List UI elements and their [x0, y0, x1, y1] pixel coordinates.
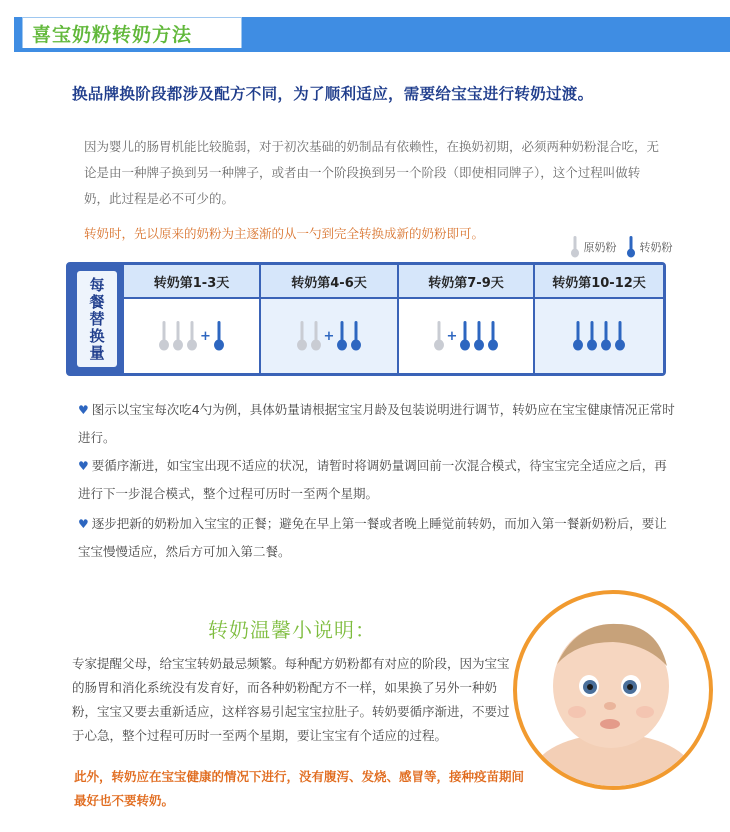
table-side-label	[69, 265, 122, 373]
old-spoon-icon	[186, 321, 198, 351]
schedule-column-2	[259, 265, 397, 373]
column-header: 转奶第4-6天	[261, 265, 397, 299]
spoon-group	[399, 299, 533, 373]
side-label-text: 每餐替换量	[87, 276, 106, 362]
bullet-item: ♥ 要循序渐进，如宝宝出现不适应的状况，请暂时将调奶量调回前一次混合模式，待宝宝完全适应之后，再进行下一步混合模式，整个过程可历时一至两个星期。	[78, 458, 667, 501]
new-spoon-icon	[459, 321, 471, 351]
new-spoon-icon	[350, 321, 362, 351]
new-spoon-icon	[614, 321, 626, 351]
schedule-column-1	[122, 265, 259, 373]
legend-old-label: 原奶粉	[583, 241, 617, 254]
new-spoon-icon	[626, 236, 636, 258]
new-spoon-icon	[586, 321, 598, 351]
old-spoon-icon	[570, 236, 580, 258]
heart-icon: ♥	[78, 403, 89, 417]
tips-warning: 此外，转奶应在宝宝健康的情况下进行，没有腹泻、发烧、感冒等，接种疫苗期间最好也不要转奶。	[74, 769, 525, 808]
bullet-item: ♥ 图示以宝宝每次吃4勺为例，具体奶量请根据宝宝月龄及包装说明进行调节，转奶应在宝宝健康情况正常时进行。	[78, 402, 675, 445]
switch-schedule-table	[66, 262, 666, 376]
column-header: 转奶第7-9天	[399, 265, 533, 299]
schedule-column-3	[397, 265, 533, 373]
schedule-column-4	[533, 265, 663, 373]
column-header: 转奶第10-12天	[535, 265, 663, 299]
column-header: 转奶第1-3天	[124, 265, 259, 299]
intro-paragraph: 因为婴儿的肠胃机能比较脆弱，对于初次基础的奶制品有依赖性，在换奶初期，必须两种奶粉混合吃，无论是由一种牌子换到另一种牌子，或者由一个阶段换到另一个阶段（即使相同牌子），这个过程叫做转奶，此过程是必不可少的。	[84, 139, 660, 206]
tips-body: 专家提醒父母，给宝宝转奶最忌频繁。每种配方奶粉都有对应的阶段，因为宝宝的肠胃和消化系统没有发育好，而各种奶粉配方不一样，如果换了另外一种奶粉，宝宝又要去重新适应，这样容易引起宝宝拉肚子。转奶要循序渐进，不要过于心急，整个过程可历时一至两个星期，要让宝宝有个适应的过程。	[72, 656, 510, 743]
spoon-group	[535, 299, 663, 373]
plus-icon: +	[200, 328, 211, 344]
spoon-legend	[570, 236, 673, 258]
baby-photo	[513, 590, 713, 790]
legend-new-label: 转奶粉	[639, 241, 673, 254]
plus-icon: +	[446, 328, 458, 344]
new-spoon-icon	[600, 321, 612, 351]
new-spoon-icon	[213, 321, 225, 351]
heart-icon: ♥	[78, 517, 89, 531]
old-spoon-icon	[296, 321, 308, 351]
new-spoon-icon	[572, 321, 584, 351]
headline: 换品牌换阶段都涉及配方不同，为了顺利适应，需要给宝宝进行转奶过渡。	[72, 85, 594, 103]
bullet-item: ♥ 逐步把新的奶粉加入宝宝的正餐；避免在早上第一餐或者晚上睡觉前转奶，而加入第一餐新奶粉后，要让宝宝慢慢适应，然后方可加入第二餐。	[78, 516, 667, 559]
header	[0, 0, 730, 62]
baby-illustration	[517, 594, 709, 786]
old-spoon-icon	[310, 321, 322, 351]
new-spoon-icon	[487, 321, 499, 351]
spoon-group	[124, 299, 259, 373]
old-spoon-icon	[433, 321, 445, 351]
heart-icon: ♥	[78, 459, 89, 473]
new-spoon-icon	[473, 321, 485, 351]
new-spoon-icon	[336, 321, 348, 351]
page-title: 喜宝奶粉转奶方法	[32, 24, 193, 46]
plus-icon: +	[323, 328, 335, 344]
old-spoon-icon	[172, 321, 184, 351]
spoon-group	[261, 299, 397, 373]
old-spoon-icon	[158, 321, 170, 351]
transition-note: 转奶时，先以原来的奶粉为主逐渐的从一勺到完全转换成新的奶粉即可。	[84, 226, 485, 241]
tips-title: 转奶温馨小说明：	[208, 618, 376, 642]
